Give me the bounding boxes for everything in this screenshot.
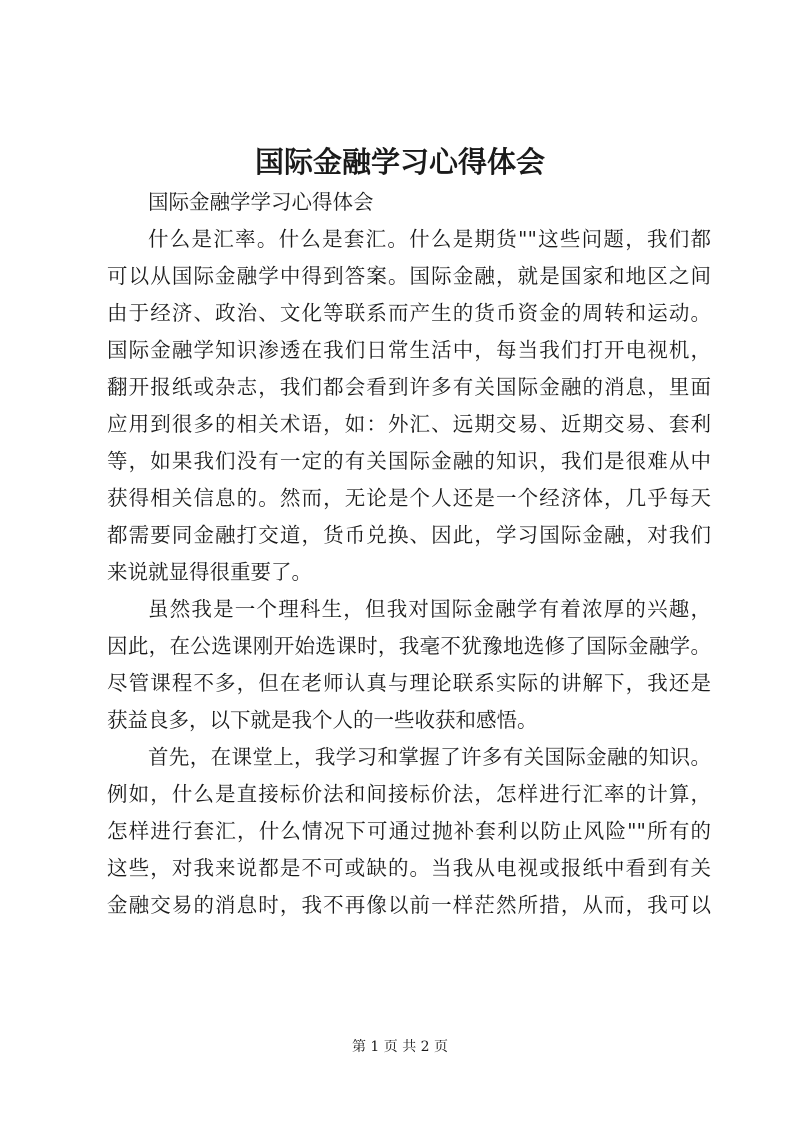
page-footer: 第 1 页 共 2 页 xyxy=(351,1039,449,1055)
paragraph-line: 怎样进行套汇，什么情况下可通过抛补套利以防止风险""所有的 xyxy=(107,819,711,843)
document-body xyxy=(107,183,711,924)
paragraph-line: 可以从国际金融学中得到答案。国际金融，就是国家和地区之间 xyxy=(107,264,711,288)
paragraph-line: 都需要同金融打交道，货币兑换、因此，学习国际金融，对我们 xyxy=(107,523,711,547)
paragraph-line: 应用到很多的相关术语，如：外汇、远期交易、近期交易、套利 xyxy=(107,412,711,436)
paragraph-2 xyxy=(107,591,711,739)
document-subtitle: 国际金融学学习心得体会 xyxy=(148,190,374,214)
paragraph-line: 来说就显得很重要了。 xyxy=(107,560,312,584)
paragraph-line: 首先，在课堂上，我学习和掌握了许多有关国际金融的知识。 xyxy=(148,745,711,769)
paragraph-line: 等，如果我们没有一定的有关国际金融的知识，我们是很难从中 xyxy=(107,449,711,473)
paragraph-line: 什么是汇率。什么是套汇。什么是期货""这些问题，我们都 xyxy=(148,227,711,251)
document-title: 国际金融学习心得体会 xyxy=(254,145,545,179)
paragraph-line: 例如，什么是直接标价法和间接标价法，怎样进行汇率的计算， xyxy=(107,782,711,806)
paragraph-line: 虽然我是一个理科生，但我对国际金融学有着浓厚的兴趣， xyxy=(148,597,711,621)
paragraph-line: 金融交易的消息时，我不再像以前一样茫然所措，从而，我可以 xyxy=(107,893,711,917)
paragraph-1 xyxy=(107,221,711,591)
paragraph-3 xyxy=(107,739,711,924)
paragraph-line: 获得相关信息的。然而，无论是个人还是一个经济体，几乎每天 xyxy=(107,486,711,510)
paragraph-line: 这些，对我来说都是不可或缺的。当我从电视或报纸中看到有关 xyxy=(107,856,711,880)
paragraph-line: 尽管课程不多，但在老师认真与理论联系实际的讲解下，我还是 xyxy=(107,671,711,695)
paragraph-line: 获益良多，以下就是我个人的一些收获和感悟。 xyxy=(107,708,538,732)
paragraph-line: 因此，在公选课刚开始选课时，我毫不犹豫地选修了国际金融学。 xyxy=(107,634,711,658)
paragraph-line: 国际金融学知识渗透在我们日常生活中，每当我们打开电视机， xyxy=(107,338,711,362)
paragraph-line: 翻开报纸或杂志，我们都会看到许多有关国际金融的消息，里面 xyxy=(107,375,711,399)
paragraph-line: 由于经济、政治、文化等联系而产生的货币资金的周转和运动。 xyxy=(107,301,711,325)
